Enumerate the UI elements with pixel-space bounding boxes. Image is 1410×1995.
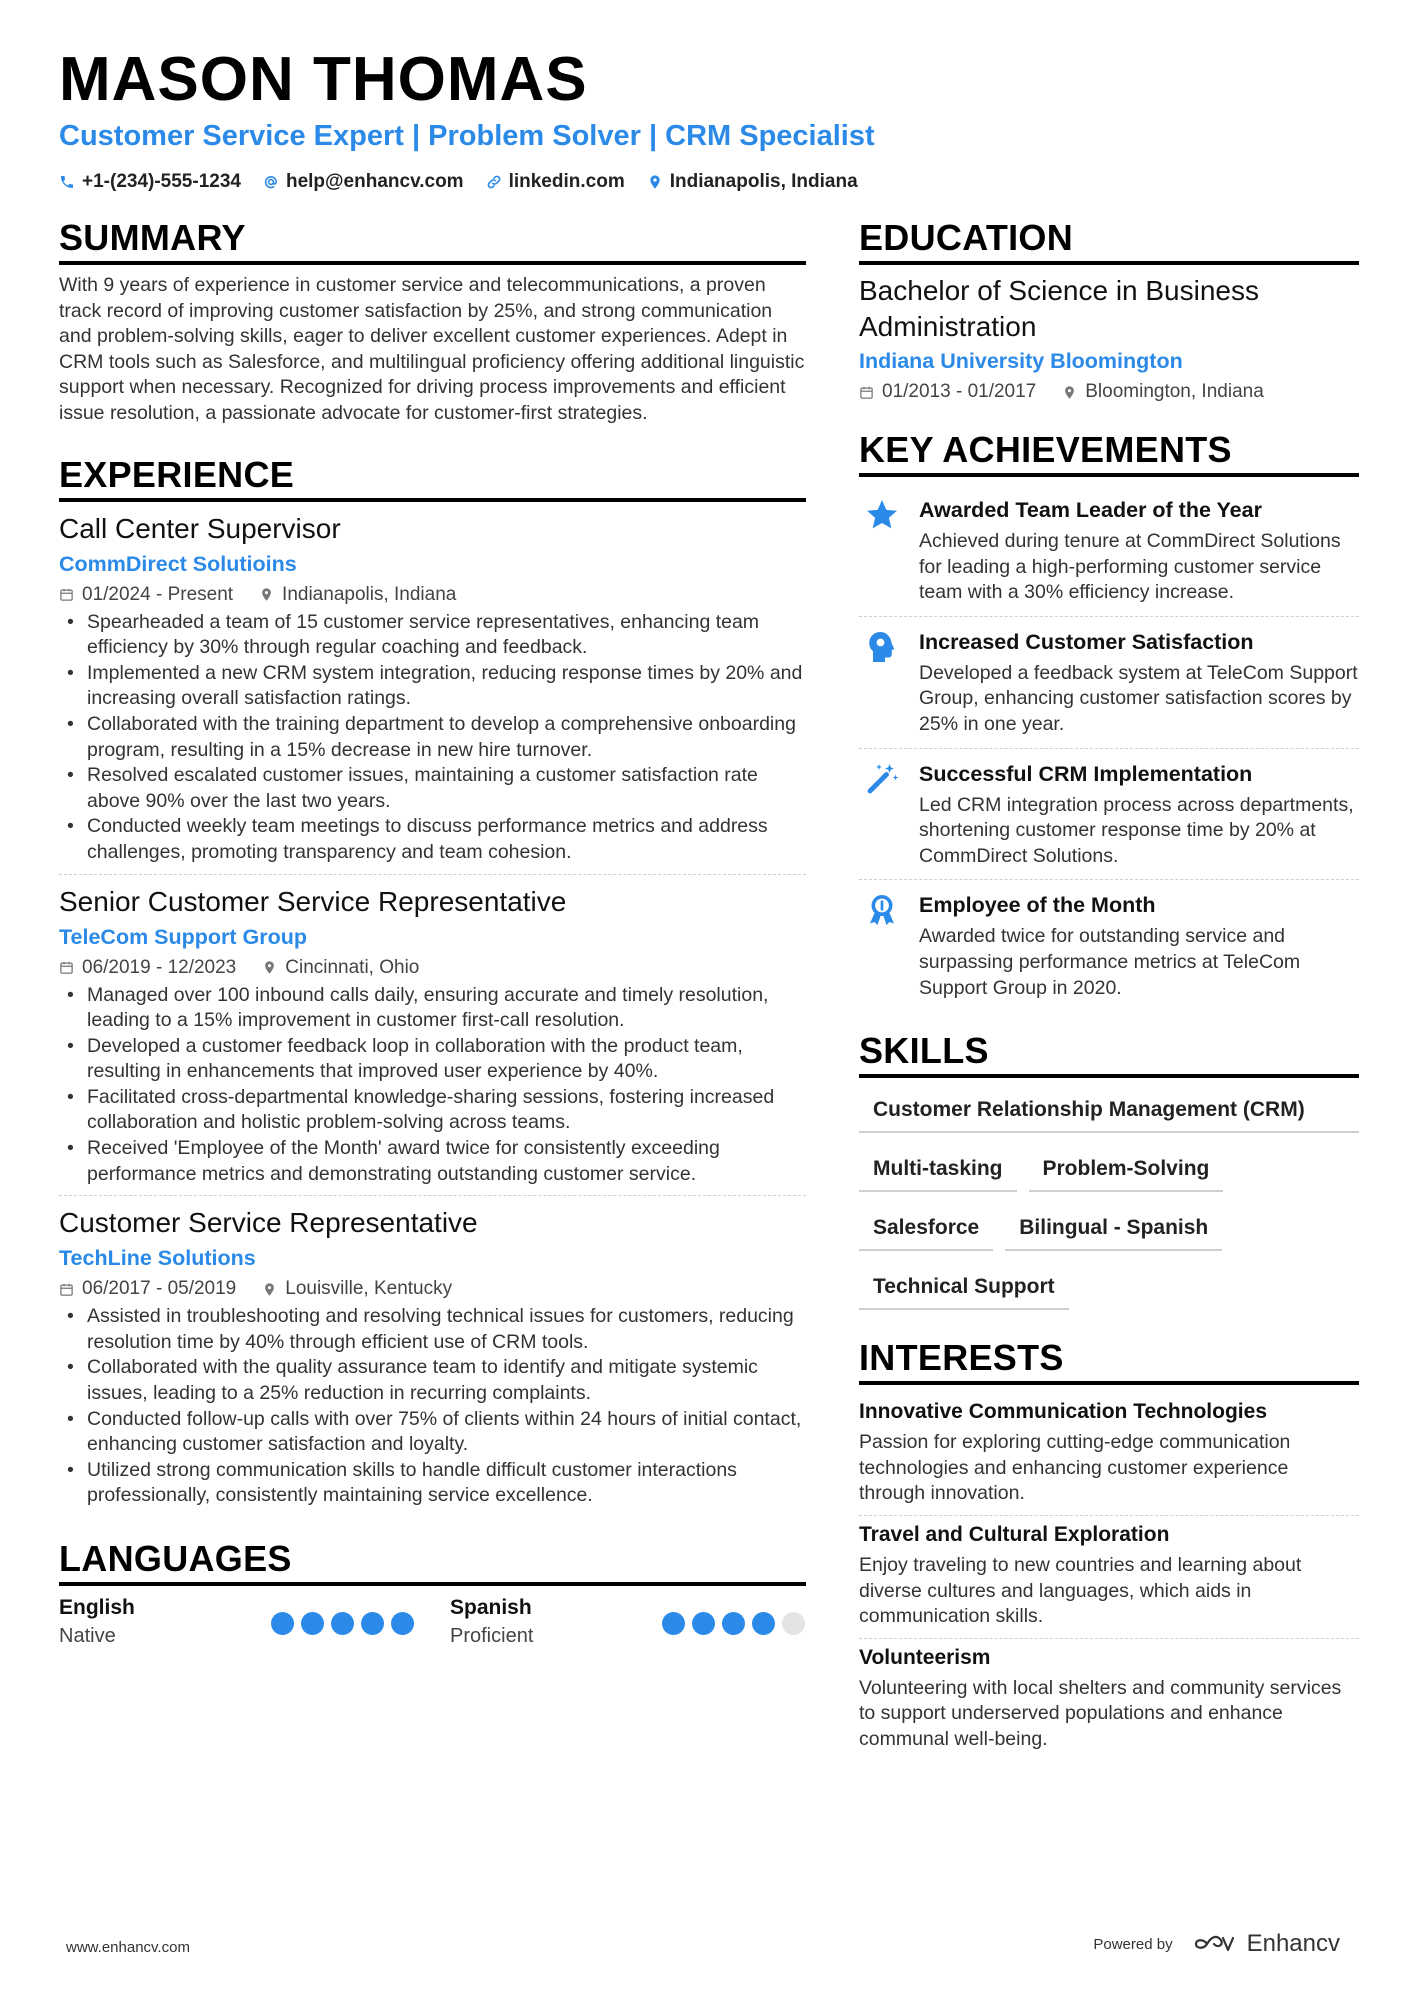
brand-logo[interactable] — [1193, 1930, 1340, 1958]
education-dates — [859, 378, 1036, 406]
location-pin-icon — [259, 587, 274, 602]
location-pin-icon — [1062, 385, 1077, 400]
interest-desc: Volunteering with local shelters and community services to support underserved populations and enhance communal well-being. — [859, 1676, 1342, 1750]
contact-email-text: help@enhancv.com — [285, 171, 464, 192]
job-entry — [59, 510, 806, 875]
job-meta — [59, 581, 806, 609]
rating-dot — [301, 1612, 324, 1635]
calendar-icon — [859, 385, 874, 400]
education-meta — [859, 378, 1359, 406]
contact-email[interactable] — [263, 168, 464, 196]
award-ribbon-icon — [864, 892, 900, 928]
contact-location-text: Indianapolis, Indiana — [669, 171, 858, 192]
job-dates — [59, 954, 236, 982]
job-location-text: Indianapolis, Indiana — [282, 583, 457, 605]
language-name: Spanish — [450, 1596, 532, 1619]
experience-heading: EXPERIENCE — [59, 453, 806, 502]
skills-heading: SKILLS — [859, 1029, 1359, 1078]
contact-linkedin[interactable] — [486, 168, 625, 196]
interest-desc: Enjoy traveling to new countries and learning about diverse cultures and languages, which aids in communication skills. — [859, 1553, 1302, 1628]
job-location — [262, 1275, 452, 1303]
job-bullet: • Conducted follow-up calls with over 75% of clients within 24 hours of initial contact, enhancing customer satisfaction and loyalty. — [59, 1407, 806, 1458]
skill-tag: Customer Relationship Management (CRM) — [859, 1088, 1359, 1133]
achievement-desc: Developed a feedback system at TeleCom Support Group, enhancing customer satisfaction scores by 25% in one year. — [919, 661, 1358, 735]
rating-dot — [331, 1612, 354, 1635]
summary-text: With 9 years of experience in customer service and telecommunications, a proven track record of improving customer satisfaction by 25%, and strong communication and problem-solving skills, eager to deliver excellent customer experiences. Adept in CRM tools such as Salesforce, and multilingual proficiency offering additional linguistic support when necessary. Recognized for driving process improvements and efficient issue resolution, a passionate advocate for customer-first strategies. — [59, 274, 805, 424]
interest-title: Travel and Cultural Exploration — [859, 1522, 1170, 1546]
interest-title: Volunteerism — [859, 1645, 991, 1669]
achievement-title: Successful CRM Implementation — [919, 761, 1253, 786]
job-dates-text: 06/2019 - 12/2023 — [82, 956, 237, 978]
job-bullet: • Developed a customer feedback loop in collaboration with the product team, resulting in enhancements that improved user experience by 40%. — [59, 1034, 806, 1085]
achievements-list — [859, 485, 1359, 1011]
interest-title: Innovative Communication Technologies — [859, 1400, 1267, 1424]
candidate-name: MASON THOMAS — [59, 45, 588, 114]
achievement-desc: Awarded twice for outstanding service and surpassing performance metrics at TeleCom Support Group in 2020. — [919, 925, 1301, 999]
job-bullets — [59, 983, 806, 1188]
language-level: Native — [59, 1625, 116, 1647]
achievement-desc: Achieved during tenure at CommDirect Solutions for leading a high-performing customer service team with a 30% efficiency increase. — [919, 530, 1341, 604]
job-bullets — [59, 1304, 806, 1509]
job-dates-text: 01/2024 - Present — [82, 583, 234, 605]
contact-phone[interactable] — [59, 168, 241, 196]
job-company: TeleCom Support Group — [59, 924, 308, 949]
job-title: Call Center Supervisor — [59, 512, 341, 544]
job-bullet: • Managed over 100 inbound calls daily, ensuring accurate and timely resolution, leading to a 15% improvement in customer first-call resolution. — [59, 983, 806, 1034]
achievement-title: Employee of the Month — [919, 893, 1156, 918]
achievement-item — [859, 485, 1359, 617]
language-rating — [271, 1612, 414, 1635]
contact-linkedin-text: linkedin.com — [508, 171, 625, 192]
language-level: Proficient — [450, 1625, 534, 1647]
education-location-text: Bloomington, Indiana — [1085, 381, 1264, 402]
achievements-heading: KEY ACHIEVEMENTS — [859, 428, 1359, 477]
interest-item — [859, 1516, 1359, 1639]
interest-item — [859, 1393, 1359, 1516]
right-column — [859, 216, 1359, 1760]
skill-tag: Problem-Solving — [1029, 1147, 1224, 1192]
enhancv-logo-icon — [1193, 1932, 1239, 1956]
link-icon — [486, 174, 502, 190]
skill-tag: Technical Support — [859, 1265, 1069, 1310]
phone-icon — [59, 174, 75, 190]
languages-list — [59, 1594, 806, 1650]
language-rating — [662, 1612, 805, 1635]
footer-branding — [1093, 1930, 1340, 1958]
language-item — [450, 1594, 805, 1650]
job-bullet: • Utilized strong communication skills to handle difficult customer interactions professionally, consistently maintaining service excellence. — [59, 1458, 806, 1509]
job-meta — [59, 954, 806, 982]
education-dates-text: 01/2013 - 01/2017 — [882, 381, 1037, 402]
education-location — [1062, 378, 1264, 406]
job-bullet: • Facilitated cross-departmental knowledge-sharing sessions, fostering increased collaboration and holistic problem-solving across teams. — [59, 1085, 806, 1136]
job-entry — [59, 1204, 806, 1517]
rating-dot — [722, 1612, 745, 1635]
rating-dot — [752, 1612, 775, 1635]
magic-wand-icon — [864, 761, 900, 797]
rating-dot — [692, 1612, 715, 1635]
job-title: Customer Service Representative — [59, 1207, 478, 1239]
calendar-icon — [59, 587, 74, 602]
rating-dot — [391, 1612, 414, 1635]
job-bullet: • Spearheaded a team of 15 customer service representatives, enhancing team efficiency by 30% through regular coaching and feedback. — [59, 610, 806, 661]
rating-dot — [361, 1612, 384, 1635]
job-bullet: • Implemented a new CRM system integration, reducing response times by 20% and increasing overall satisfaction ratings. — [59, 661, 806, 712]
star-icon — [864, 497, 900, 533]
job-bullet: • Assisted in troubleshooting and resolving technical issues for customers, reducing resolution time by 40% through efficient use of CRM tools. — [59, 1304, 806, 1355]
contact-phone-text: +1-(234)-555-1234 — [82, 171, 241, 192]
job-bullet: • Collaborated with the training department to develop a comprehensive onboarding program, resulting in a 15% decrease in new hire turnover. — [59, 712, 806, 763]
skills-list — [859, 1088, 1359, 1310]
job-title: Senior Customer Service Representative — [59, 885, 567, 917]
interests-list — [859, 1393, 1359, 1760]
location-pin-icon — [262, 1282, 277, 1297]
head-idea-icon — [864, 629, 900, 665]
job-location-text: Louisville, Kentucky — [285, 1278, 453, 1300]
contact-bar — [59, 168, 858, 196]
achievement-desc: Led CRM integration process across departments, shortening customer response time by 20% at CommDirect Solutions. — [919, 793, 1354, 867]
calendar-icon — [59, 960, 74, 975]
job-location — [259, 581, 456, 609]
left-column — [59, 216, 806, 1650]
achievement-item — [859, 617, 1359, 749]
rating-dot — [271, 1612, 294, 1635]
calendar-icon — [59, 1282, 74, 1297]
footer-website[interactable]: www.enhancv.com — [66, 1939, 190, 1956]
job-meta — [59, 1275, 806, 1303]
achievement-title: Awarded Team Leader of the Year — [919, 498, 1262, 522]
job-bullet: • Conducted weekly team meetings to discuss performance metrics and address challenges, promoting transparency and team cohesion. — [59, 814, 806, 865]
education-heading: EDUCATION — [859, 216, 1359, 265]
interest-item — [859, 1639, 1359, 1761]
location-pin-icon — [262, 960, 277, 975]
brand-name: Enhancv — [1246, 1930, 1340, 1957]
candidate-headline: Customer Service Expert | Problem Solver | CRM Specialist — [59, 120, 875, 152]
at-icon — [263, 174, 279, 190]
summary-heading: SUMMARY — [59, 216, 806, 265]
achievement-item — [859, 880, 1359, 1011]
education-degree: Bachelor of Science in Business Administration — [859, 275, 1259, 342]
job-bullet: • Collaborated with the quality assurance team to identify and mitigate systemic issues, leading to a 25% reduction in recurring complaints. — [59, 1355, 806, 1406]
rating-dot — [782, 1612, 805, 1635]
job-bullet: • Resolved escalated customer issues, maintaining a customer satisfaction rate above 90% over the last two years. — [59, 763, 806, 814]
job-company: CommDirect Solutioins — [59, 551, 297, 576]
job-dates — [59, 1275, 236, 1303]
contact-location — [647, 168, 858, 196]
language-name: English — [59, 1596, 135, 1619]
interest-desc: Passion for exploring cutting-edge communication technologies and enhancing customer experience through innovation. — [859, 1431, 1291, 1505]
achievement-title: Increased Customer Satisfaction — [919, 629, 1254, 654]
skill-tag: Multi-tasking — [859, 1147, 1017, 1192]
job-bullet: • Received 'Employee of the Month' award twice for consistently exceeding performance metrics and demonstrating outstanding customer service. — [59, 1136, 806, 1187]
job-location-text: Cincinnati, Ohio — [285, 956, 420, 978]
skill-tag: Bilingual - Spanish — [1005, 1206, 1222, 1251]
job-dates — [59, 581, 233, 609]
education-school: Indiana University Bloomington — [859, 349, 1183, 373]
skill-tag: Salesforce — [859, 1206, 993, 1251]
achievement-item — [859, 749, 1359, 881]
languages-heading: LANGUAGES — [59, 1537, 806, 1586]
language-item — [59, 1594, 414, 1650]
job-entry — [59, 883, 806, 1197]
powered-by-label: Powered by — [1093, 1935, 1173, 1953]
job-company: TechLine Solutions — [59, 1246, 256, 1271]
rating-dot — [662, 1612, 685, 1635]
interests-heading: INTERESTS — [859, 1336, 1359, 1385]
location-pin-icon — [647, 174, 663, 190]
job-location — [262, 954, 419, 982]
job-bullets — [59, 610, 806, 866]
job-dates-text: 06/2017 - 05/2019 — [82, 1278, 237, 1300]
